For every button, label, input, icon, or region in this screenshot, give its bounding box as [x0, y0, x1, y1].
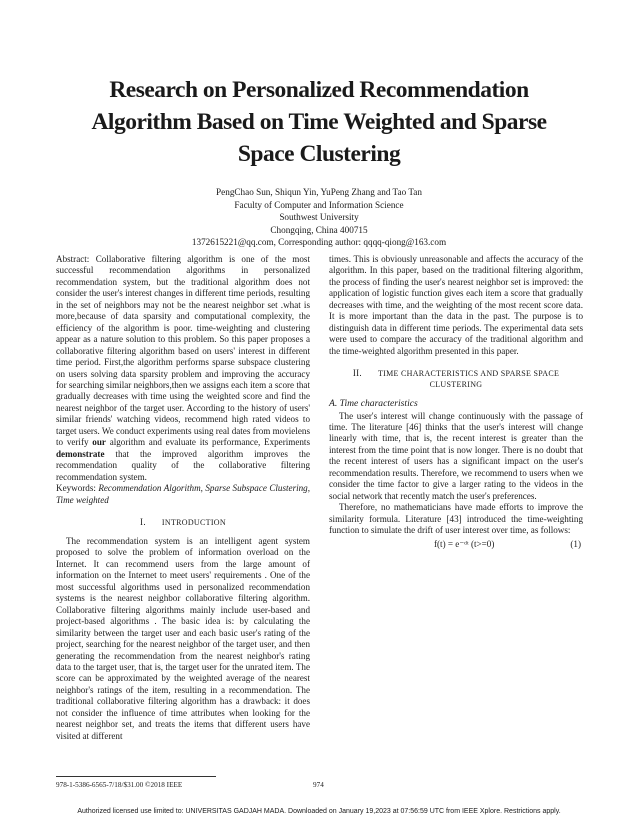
footer-rule — [56, 776, 216, 777]
equation-1 — [329, 539, 583, 553]
subsection-a-heading: A. Time characteristics — [329, 398, 418, 410]
equation-1-body: f(t) = e⁻ᵈᵗ (t>=0) — [434, 538, 495, 549]
title-line-2: Algorithm Based on Time Weighted and Sparse — [91, 109, 547, 135]
equation-1-number: (1) — [570, 538, 581, 549]
time-characteristics-paragraph-1: The user's interest will change continuously with the passage of time. The literature [46] thinks that the user's interest will change linearly with time, that is, the recent interest is greater than the interest from the time point that is now longer. There is no doubt that the recent interest of users has a significant impact on the user's recommendation results. Therefore, we recommend to users when we consider the time factor to give a larger rating to the videos in the social network that recently match the user's preferences. — [329, 410, 583, 501]
intro-paragraph: The recommendation system is an intelligent agent system proposed to solve the problem of information overload on the Internet. It can recommend users from the large amount of information on the Internet to meet users' requirements . One of the most successful algorithms used in personalized recommendation systems is the nearest neighbor collaborative filtering algorithm. Collaborative filtering algorithms mainly include user-based and project-based algorithms . The basic idea is: by calculating the similarity between the target user and each basic user's rating of the project, searching for the nearest neighbor of the target user, and then generating the recommendation from the nearest neighbor's rating data to the target user, that is, the target user for the unrated item. The score can be approximated by the weighted average of the nearest neighbor's ratings of the item, resulting in a recommendation. The traditional collaborative filtering algorithm has a drawback: it does not consider the influence of time attributes when looking for the nearest neighbor set, and treats the items that different users have visited at different — [56, 535, 310, 741]
paper-title — [40, 74, 598, 170]
author-affiliation-faculty: Faculty of Computer and Information Science — [234, 199, 404, 210]
keywords — [56, 483, 310, 506]
section-2-heading — [329, 368, 583, 390]
footer-copyright: 978-1-5386-6565-7/18/$31.00 ©2018 IEEE — [56, 781, 183, 789]
title-line-1: Research on Personalized Recommendation — [109, 77, 529, 103]
keywords-label: Keywords: — [56, 483, 96, 494]
author-location: Chongqing, China 400715 — [270, 224, 368, 235]
keywords-text: Recommendation Algorithm, Sparse Subspace Clustering, Time weighted — [56, 483, 310, 505]
abstract-text-3: that the improved algorithm improves the recommendation quality of the collaborative filtering recommendation system. — [56, 448, 310, 482]
section-1-heading — [56, 517, 310, 528]
section-2-number: II. — [352, 368, 362, 379]
author-affiliation-university: Southwest University — [279, 212, 359, 223]
intro-paragraph-continued: times. This is obviously unreasonable and affects the accuracy of the algorithm. In this paper, based on the traditional filtering algorithm, the process of finding the user's nearest neighbor set is improved: the application of logistic function gives each item a score that gradually decreases with time, and the weighting of the most recent score data. It is more important than the data in the past. The purpose is to distinguish data in different time periods. The experimental data sets were used to compare the accuracy of the traditional algorithm and the time-weighted algorithm presented in this paper. — [329, 254, 583, 356]
right-column — [329, 254, 583, 553]
section-1-number: I. — [140, 516, 146, 527]
abstract — [56, 254, 310, 483]
left-column — [56, 254, 310, 742]
section-1-title: INTRODUCTION — [161, 517, 226, 527]
abstract-bold-demonstrate: demonstrate — [56, 448, 105, 459]
section-2-title: TIME CHARACTERISTICS AND SPARSE SPACE CLUSTERING — [377, 369, 560, 390]
abstract-bold-our: our — [92, 437, 106, 448]
abstract-text: Collaborative filtering algorithm is one of the most successful recommendation algorithms in personalized recommendation system, but the traditional algorithm does not consider the user's interest changes in different time periods, resulting in the set of neighbors may not be the nearest neighbor set .what is more,because of data sparsity and computational complexity, the efficiency of the algorithm is poor. time-weighting and clustering appear as a nature solution to this problem. So this paper proposes a collaborative filtering algorithm based on users' interest in different time period. First,the algorithm performs sparse subspace clustering on users solving data sparsity problem and improving the accuracy for searching similar neighbors,then we assigns each item a score that gradually decreases with time using the weighted score and find the nearest neighbor of the target user. According to the history of users' similar friends' watching videos, recommend high rated videos to target users. We conduct experiments using real dates from movielens to verify — [56, 254, 311, 448]
author-names: PengChao Sun, Shiqun Yin, YuPeng Zhang and Tao Tan — [216, 187, 422, 197]
abstract-text-2: algorithm and evaluate its performance, Experiments — [105, 437, 310, 448]
license-notice: Authorized licensed use limited to: UNIVERSITAS GADJAH MADA. Downloaded on January 19,2023 at 07:56:59 UTC from IEEE Xplore. Restrictions apply. — [77, 808, 561, 815]
page-number: 974 — [313, 781, 324, 789]
author-emails: 1372615221@qq.com, Corresponding author: qqqq-qiong@163.com — [191, 237, 447, 248]
time-characteristics-paragraph-2: Therefore, no mathematicians have made efforts to improve the similarity formula. Literature [43] introduced the time-weighting function to simulate the drift of user interest over time, as follows: — [329, 502, 583, 536]
title-line-3: Space Clustering — [237, 141, 401, 167]
author-block — [40, 186, 598, 249]
abstract-label: Abstract: — [56, 254, 90, 264]
